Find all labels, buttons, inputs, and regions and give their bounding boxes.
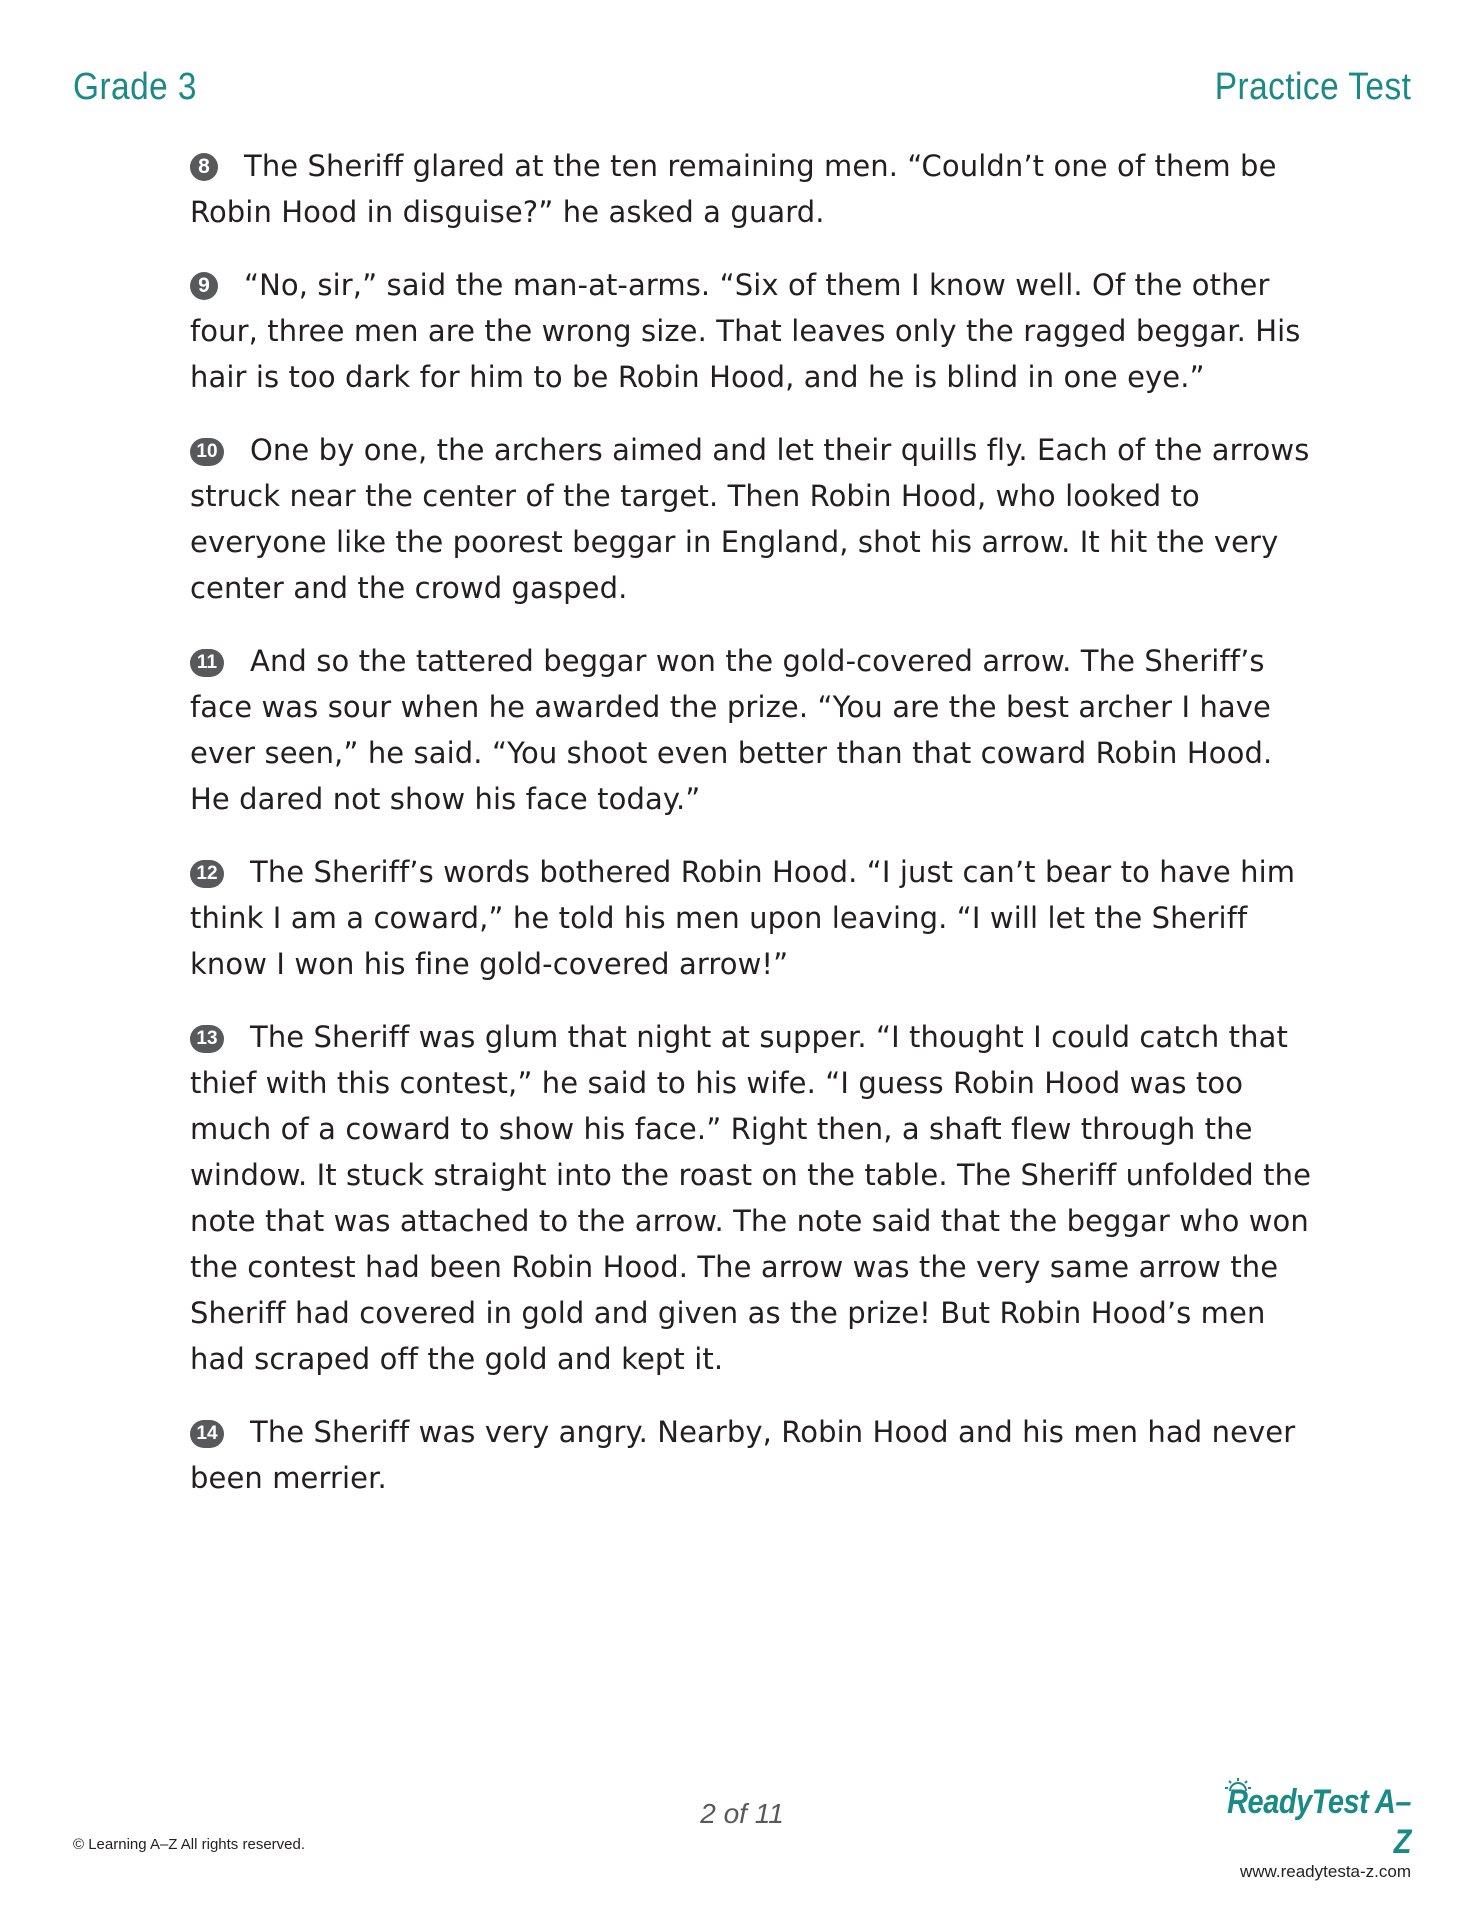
page-number: 2 of 11 (700, 1798, 784, 1829)
paragraph-text: The Sheriff was glum that night at supper. “I thought I could catch that thief with this contest,” he said to his wife. “I guess Robin Hood was too much of a coward to show his face.” Right then, a shaft flew through the window. It stuck straight into the roast on the table. The Sheriff unfolded the note that was attached to the arrow. The note said that the beggar who won the contest had been Robin Hood. The arrow was the very same arrow the Sheriff had covered in gold and given as the prize! But Robin Hood’s men had scraped off the gold and kept it. (190, 1020, 1312, 1376)
paragraph-number: 10 (190, 438, 224, 466)
paragraph-number: 14 (190, 1420, 224, 1448)
copyright-notice: © Learning A–Z All rights reserved. (73, 1836, 306, 1853)
brand-logo (1191, 1782, 1411, 1882)
paragraph (190, 143, 1320, 235)
paragraph-text: “No, sir,” said the man-at-arms. “Six of them I know well. Of the other four, three men are the wrong size. That leaves only the ragged beggar. His hair is too dark for him to be Robin Hood, and he is blind in one eye.” (190, 268, 1301, 394)
paragraph (190, 1014, 1320, 1382)
paragraph-text: One by one, the archers aimed and let their quills fly. Each of the arrows struck near the center of the target. Then Robin Hood, who looked to everyone like the poorest beggar in England, shot his arrow. It hit the very center and the crowd gasped. (190, 433, 1310, 605)
grade-label: Grade 3 (73, 66, 197, 108)
paragraph-text: The Sheriff’s words bothered Robin Hood. “I just can’t bear to have him think I am a coward,” he told his men upon leaving. “I will let the Sheriff know I won his fine gold-covered arrow!” (190, 855, 1296, 981)
paragraph (190, 262, 1320, 400)
paragraph-number: 11 (190, 649, 224, 677)
paragraph (190, 849, 1320, 987)
paragraph (190, 638, 1320, 822)
page-header (73, 66, 1411, 116)
paragraph-number: 9 (190, 272, 218, 300)
paragraph (190, 1409, 1320, 1501)
brand-url: www.readytesta-z.com (1240, 1862, 1411, 1881)
brand-name: ReadyTest A–Z (1227, 1783, 1411, 1861)
paragraph-text: The Sheriff was very angry. Nearby, Robin Hood and his men had never been merrier. (190, 1415, 1296, 1495)
test-title: Practice Test (1214, 66, 1411, 108)
paragraph-number: 12 (190, 860, 224, 888)
paragraph-number: 8 (190, 153, 218, 181)
paragraph-number: 13 (190, 1025, 224, 1053)
paragraph (190, 427, 1320, 611)
paragraph-text: And so the tattered beggar won the gold-covered arrow. The Sheriff’s face was sour when he awarded the prize. “You are the best archer I have ever seen,” he said. “You shoot even better than that coward Robin Hood. He dared not show his face today.” (190, 644, 1273, 816)
paragraph-text: The Sheriff glared at the ten remaining men. “Couldn’t one of them be Robin Hood in disguise?” he asked a guard. (190, 149, 1277, 229)
passage (190, 143, 1320, 1528)
